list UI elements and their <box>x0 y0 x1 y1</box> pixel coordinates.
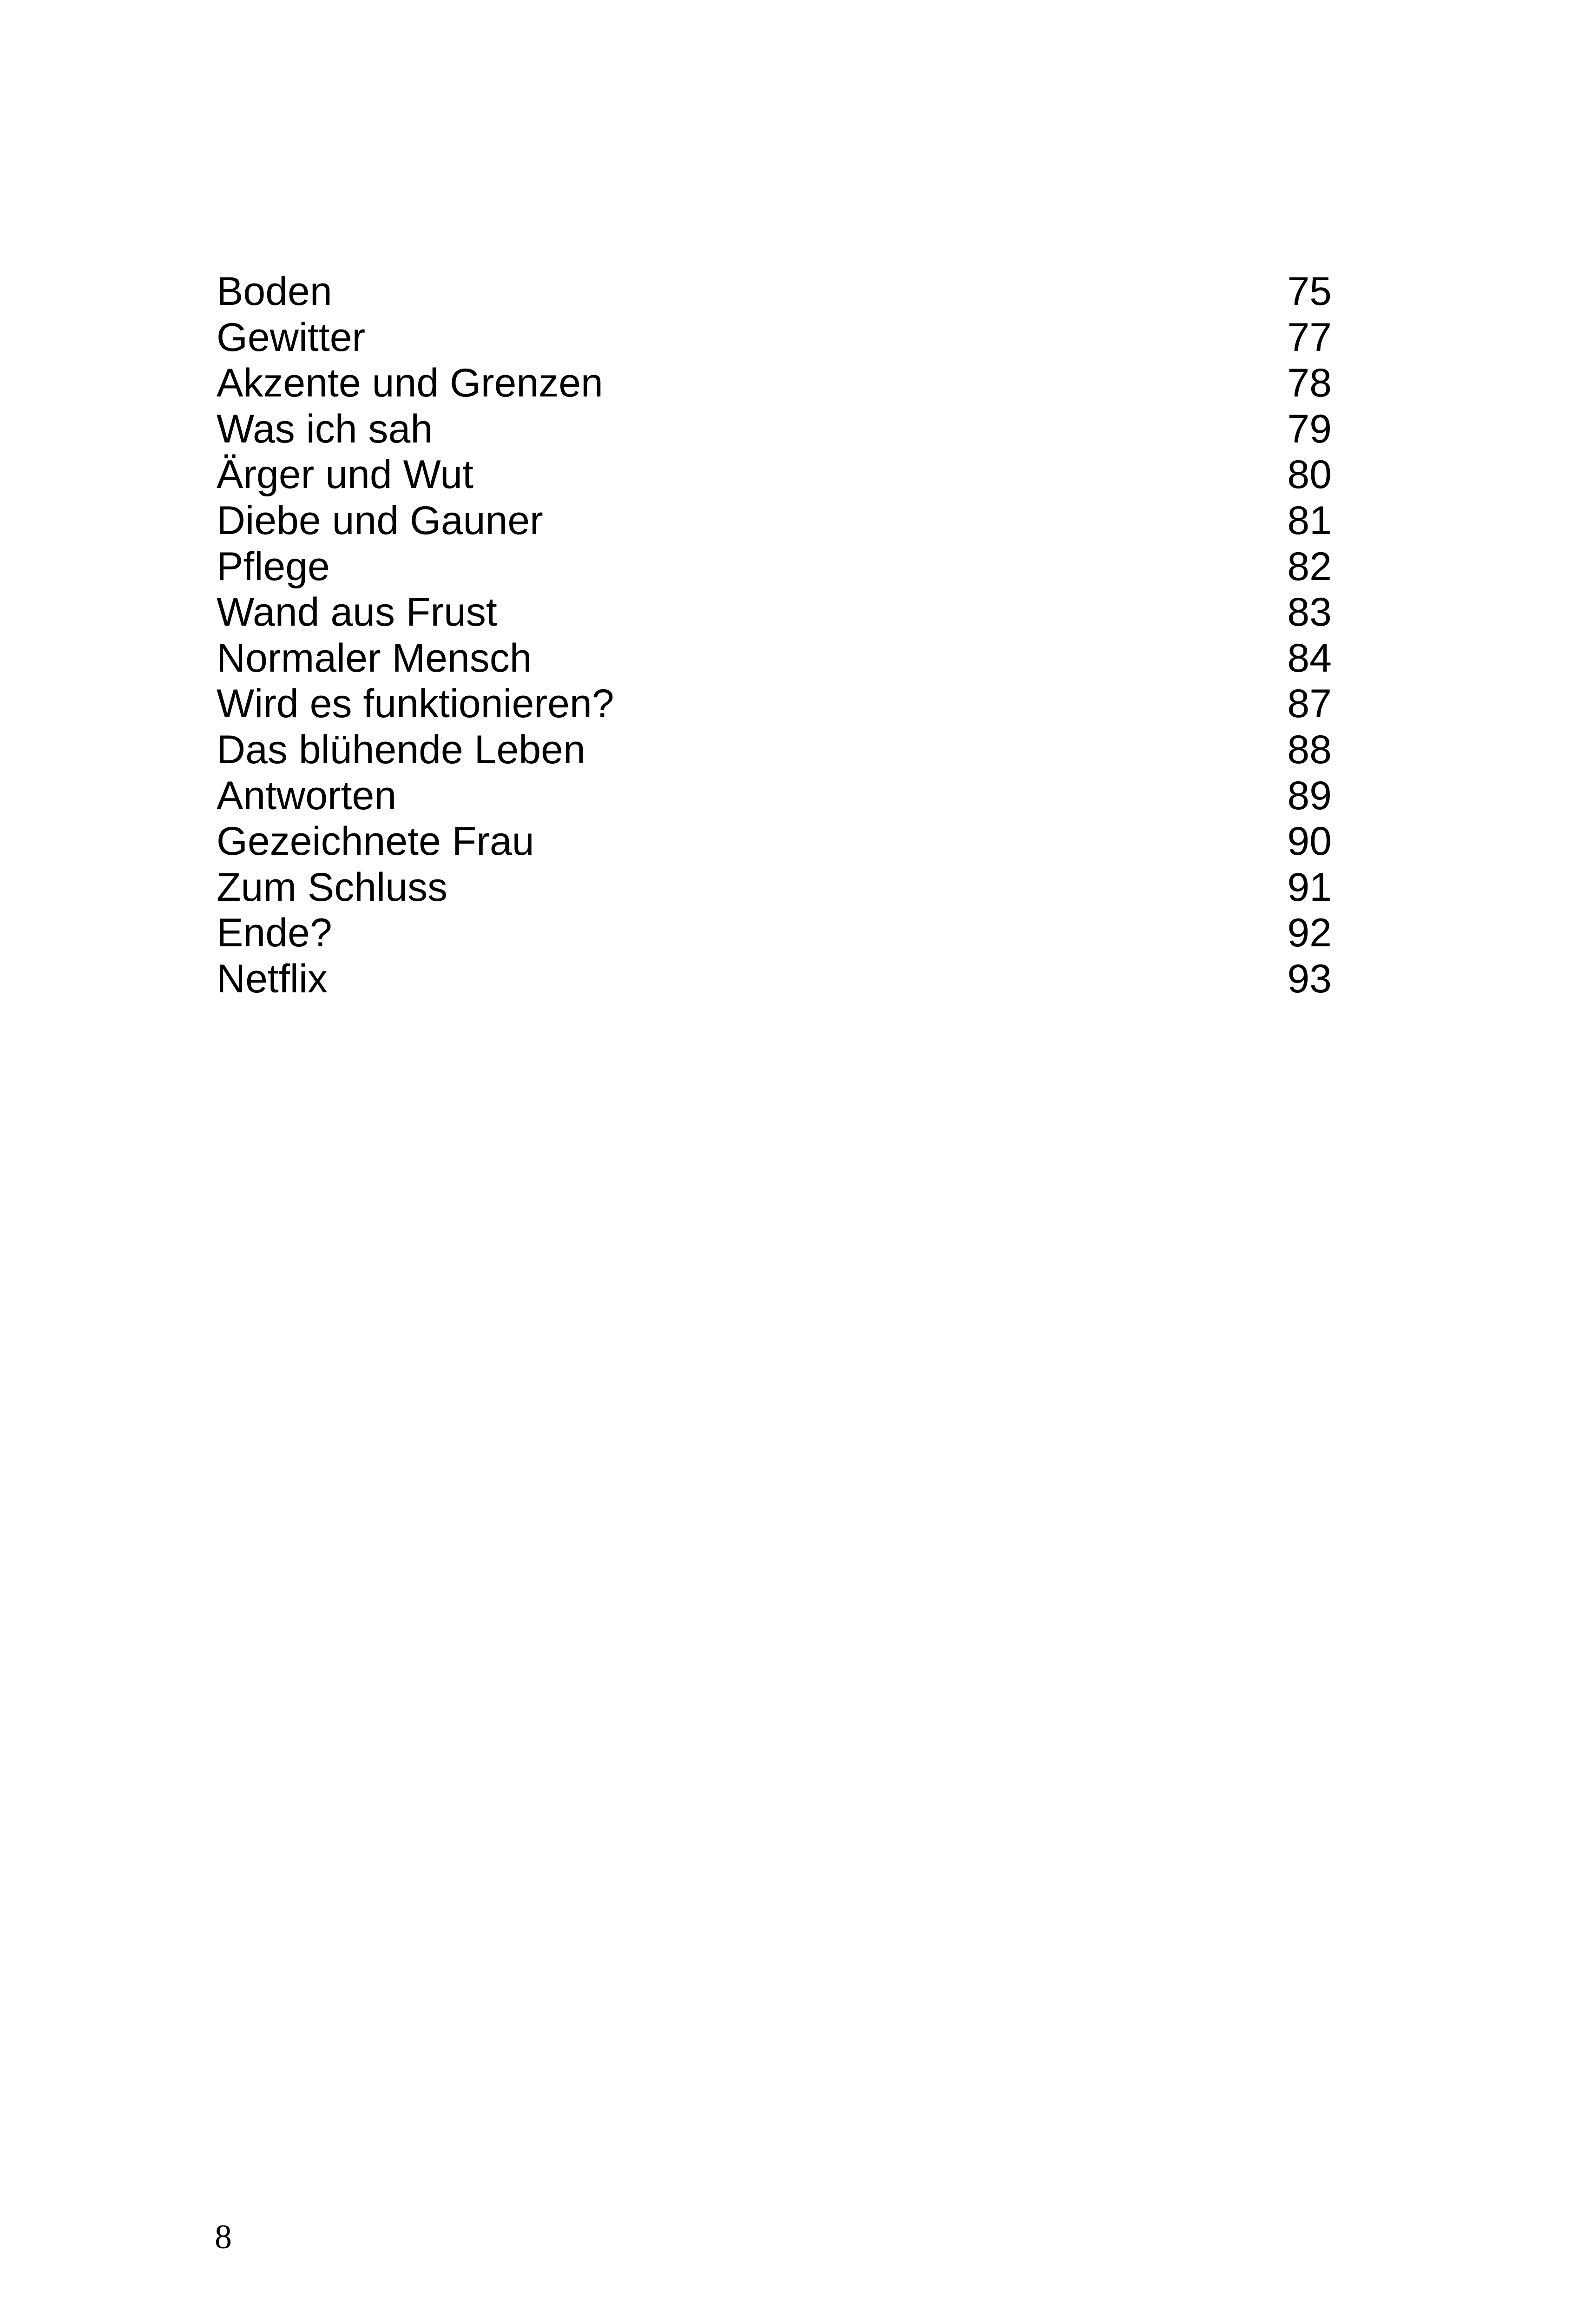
toc-entry <box>217 498 1332 544</box>
toc-entry-title: Gewitter <box>217 315 366 360</box>
toc-entry <box>217 956 1332 1002</box>
toc-entry-page: 89 <box>1287 773 1332 818</box>
toc-entry <box>217 865 1332 911</box>
toc-entry-title: Das blühende Leben <box>217 727 585 772</box>
toc-entry-title: Normaler Mensch <box>217 635 532 680</box>
toc-entry-title: Wand aus Frust <box>217 590 497 635</box>
toc-entry <box>217 452 1332 498</box>
toc-entry-title: Antworten <box>217 773 397 818</box>
toc-entry-page: 75 <box>1287 269 1332 314</box>
toc-entry-page: 87 <box>1287 681 1332 726</box>
toc-entry-page: 80 <box>1287 452 1332 497</box>
table-of-contents <box>217 269 1332 1002</box>
toc-entry <box>217 635 1332 681</box>
toc-entry <box>217 269 1332 315</box>
toc-entry <box>217 589 1332 635</box>
toc-entry-title: Diebe und Gauner <box>217 498 543 543</box>
toc-entry-page: 92 <box>1287 911 1332 956</box>
toc-entry-page: 79 <box>1287 406 1332 451</box>
page-number: 8 <box>215 2218 232 2256</box>
toc-entry-page: 84 <box>1287 635 1332 680</box>
toc-entry-title: Zum Schluss <box>217 865 448 910</box>
toc-entry-page: 93 <box>1287 956 1332 1001</box>
toc-entry <box>217 315 1332 361</box>
toc-entry-page: 82 <box>1287 544 1332 589</box>
toc-entry <box>217 727 1332 773</box>
toc-entry <box>217 910 1332 956</box>
toc-entry <box>217 406 1332 452</box>
toc-entry-title: Was ich sah <box>217 406 433 451</box>
toc-entry-title: Ärger und Wut <box>217 452 473 497</box>
toc-entry-title: Ende? <box>217 911 332 956</box>
toc-entry-title: Netflix <box>217 956 328 1001</box>
toc-entry-page: 91 <box>1287 865 1332 910</box>
toc-entry-page: 88 <box>1287 727 1332 772</box>
toc-entry-page: 81 <box>1287 498 1332 543</box>
toc-entry <box>217 681 1332 727</box>
toc-entry <box>217 819 1332 865</box>
toc-entry-page: 77 <box>1287 315 1332 360</box>
toc-entry-title: Pflege <box>217 544 330 589</box>
toc-entry-page: 83 <box>1287 590 1332 635</box>
toc-entry <box>217 773 1332 819</box>
toc-entry-title: Wird es funktionieren? <box>217 681 614 726</box>
toc-entry-title: Akzente und Grenzen <box>217 361 603 406</box>
toc-entry-page: 78 <box>1287 361 1332 406</box>
toc-entry-title: Boden <box>217 269 332 314</box>
toc-entry <box>217 360 1332 406</box>
toc-entry-title: Gezeichnete Frau <box>217 819 534 864</box>
toc-entry <box>217 544 1332 590</box>
toc-entry-page: 90 <box>1287 819 1332 864</box>
